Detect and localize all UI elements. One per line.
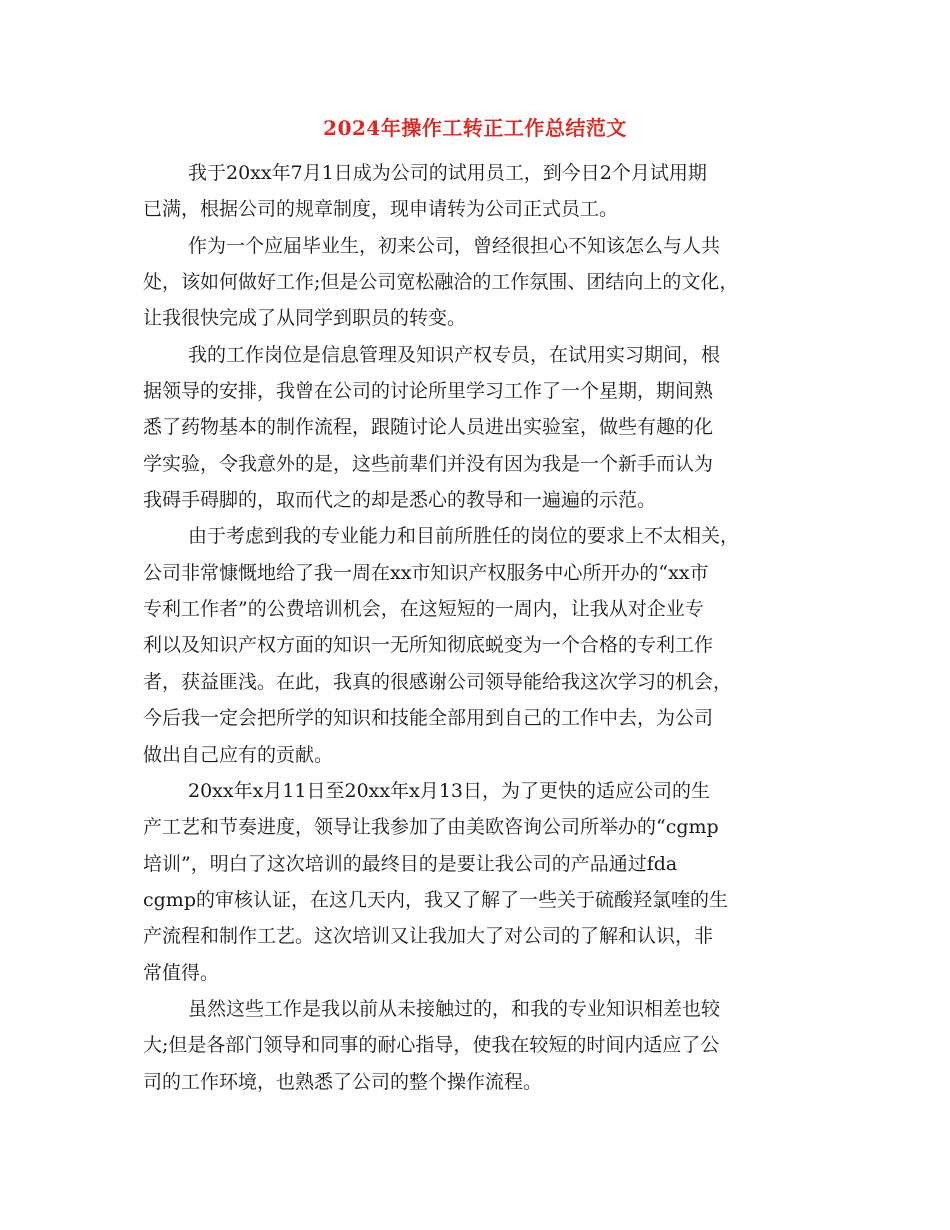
paragraph-line: 我碍手碍脚的，取而代之的却是悉心的教导和一遍遍的示范。 — [143, 489, 657, 512]
paragraph-line: 公司非常慷慨地给了我一周在xx市知识产权服务中心所开办的“xx市 — [143, 561, 709, 584]
paragraph-2 — [143, 228, 813, 337]
paragraph-line: 我的工作岗位是信息管理及知识产权专员，在试用实习期间，根 — [188, 343, 721, 366]
paragraph-line: 虽然这些工作是我以前从未接触过的，和我的专业知识相差也较 — [188, 997, 721, 1020]
paragraph-line: 今后我一定会把所学的知识和技能全部用到自己的工作中去，为公司 — [143, 707, 714, 730]
paragraph-line: 做出自己应有的贡献。 — [143, 743, 334, 766]
paragraph-line: 20xx年x月11日至20xx年x月13日，为了更快的适应公司的生 — [188, 779, 711, 802]
paragraph-4 — [143, 518, 813, 772]
paragraph-line: 大;但是各部门领导和同事的耐心指导，使我在较短的时间内适应了公 — [143, 1034, 720, 1057]
paragraph-6 — [143, 991, 813, 1100]
paragraph-line: cgmp的审核认证，在这几天内，我又了解了一些关于硫酸羟氯喹的生 — [143, 888, 728, 911]
document-title: 2024年操作工转正工作总结范文 — [323, 116, 627, 140]
paragraph-line: 常值得。 — [143, 961, 220, 984]
paragraph-line: 产流程和制作工艺。这次培训又让我加大了对公司的了解和认识，非 — [143, 925, 714, 948]
document-body — [143, 155, 813, 1100]
paragraph-5 — [143, 773, 813, 991]
paragraph-line: 悉了药物基本的制作流程，跟随讨论人员进出实验室，做些有趣的化 — [143, 416, 714, 439]
paragraph-1 — [143, 155, 813, 228]
paragraph-line: 已满，根据公司的规章制度，现申请转为公司正式员工。 — [143, 198, 619, 221]
paragraph-line: 培训”，明白了这次培训的最终目的是要让我公司的产品通过fda — [143, 852, 678, 875]
paragraph-line: 司的工作环境，也熟悉了公司的整个操作流程。 — [143, 1070, 543, 1093]
paragraph-line: 让我很快完成了从同学到职员的转变。 — [143, 307, 467, 330]
paragraph-line: 专利工作者”的公费培训机会，在这短短的一周内，让我从对企业专 — [143, 598, 704, 621]
paragraph-line: 处，该如何做好工作;但是公司宽松融洽的工作氛围、团结向上的文化， — [143, 271, 739, 294]
paragraph-line: 据领导的安排，我曾在公司的讨论所里学习工作了一个星期，期间熟 — [143, 380, 714, 403]
paragraph-line: 由于考虑到我的专业能力和目前所胜任的岗位的要求上不太相关， — [188, 525, 740, 548]
paragraph-line: 产工艺和节奏进度，领导让我参加了由美欧咨询公司所举办的“cgmp — [143, 816, 719, 839]
paragraph-line: 利以及知识产权方面的知识一无所知彻底蜕变为一个合格的专利工作 — [143, 634, 714, 657]
paragraph-line: 者，获益匪浅。在此，我真的很感谢公司领导能给我这次学习的机会， — [143, 670, 733, 693]
paragraph-3 — [143, 337, 813, 519]
paragraph-line: 学实验，令我意外的是，这些前辈们并没有因为我是一个新手而认为 — [143, 452, 714, 475]
paragraph-line: 我于20xx年7月1日成为公司的试用员工，到今日2个月试用期 — [188, 162, 707, 184]
paragraph-line: 作为一个应届毕业生，初来公司，曾经很担心不知该怎么与人共 — [188, 234, 721, 257]
